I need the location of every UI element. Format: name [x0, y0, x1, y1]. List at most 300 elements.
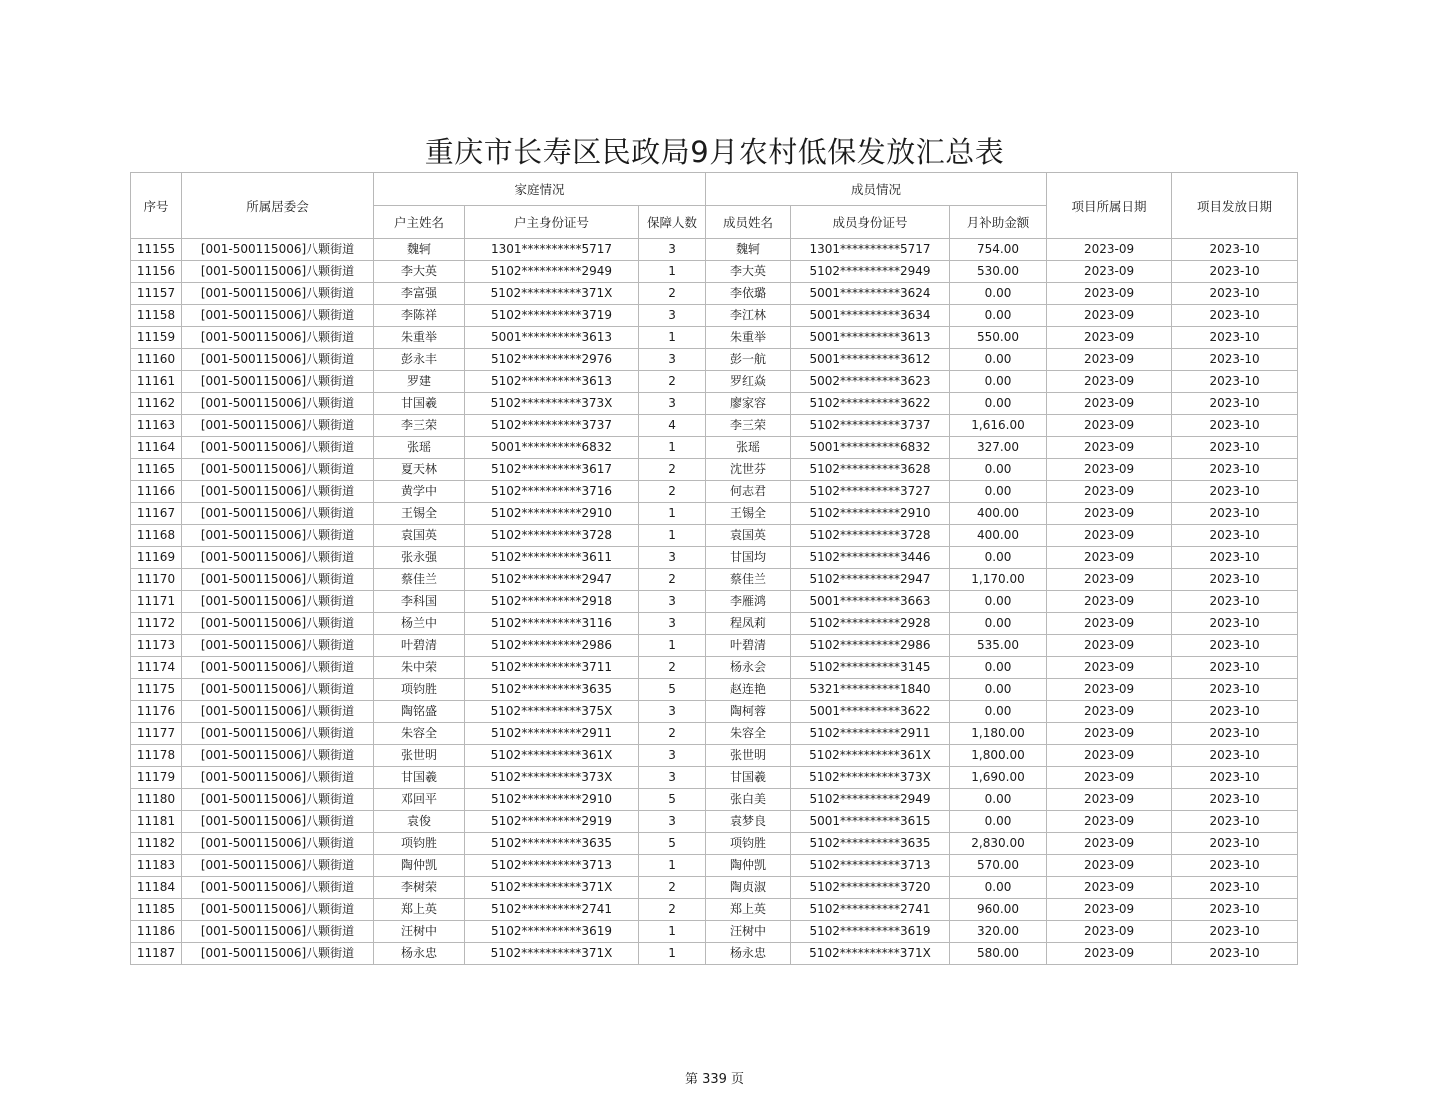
cell-persons: 5: [639, 789, 706, 811]
table-row: [131, 833, 1298, 855]
cell-persons: 3: [639, 349, 706, 371]
cell-member-name: 张世明: [706, 745, 791, 767]
cell-head-id: 5102**********3613: [465, 371, 639, 393]
cell-member-name: 彭一航: [706, 349, 791, 371]
cell-committee: [001-500115006]八颗街道: [182, 635, 374, 657]
cell-member-name: 蔡佳兰: [706, 569, 791, 591]
table-row: [131, 437, 1298, 459]
cell-release: 2023-10: [1172, 239, 1298, 261]
cell-committee: [001-500115006]八颗街道: [182, 525, 374, 547]
cell-head-id: 5102**********2986: [465, 635, 639, 657]
cell-member-name: 李大英: [706, 261, 791, 283]
cell-persons: 1: [639, 943, 706, 965]
cell-amount: 400.00: [950, 525, 1047, 547]
cell-seq: 11182: [131, 833, 182, 855]
cell-seq: 11184: [131, 877, 182, 899]
cell-member-id: 5001**********3613: [791, 327, 950, 349]
cell-head-id: 5102**********3728: [465, 525, 639, 547]
cell-committee: [001-500115006]八颗街道: [182, 327, 374, 349]
cell-head-id: 5102**********2911: [465, 723, 639, 745]
cell-persons: 3: [639, 305, 706, 327]
table-row: [131, 327, 1298, 349]
cell-period: 2023-09: [1047, 305, 1172, 327]
cell-amount: 327.00: [950, 437, 1047, 459]
cell-head-name: 黄学中: [374, 481, 465, 503]
cell-persons: 2: [639, 459, 706, 481]
cell-head-id: 5102**********2910: [465, 503, 639, 525]
cell-committee: [001-500115006]八颗街道: [182, 591, 374, 613]
cell-period: 2023-09: [1047, 701, 1172, 723]
cell-head-name: 夏天林: [374, 459, 465, 481]
cell-committee: [001-500115006]八颗街道: [182, 305, 374, 327]
table-header: [131, 173, 1298, 239]
cell-member-name: 甘国均: [706, 547, 791, 569]
cell-period: 2023-09: [1047, 415, 1172, 437]
cell-member-name: 袁国英: [706, 525, 791, 547]
table-row: [131, 371, 1298, 393]
cell-head-name: 李富强: [374, 283, 465, 305]
cell-member-id: 5102**********2928: [791, 613, 950, 635]
cell-head-name: 邓回平: [374, 789, 465, 811]
cell-head-id: 5102**********3635: [465, 679, 639, 701]
cell-committee: [001-500115006]八颗街道: [182, 371, 374, 393]
table-body: [131, 239, 1298, 965]
header-member-id: 成员身份证号: [791, 206, 950, 239]
cell-member-id: 5102**********2949: [791, 789, 950, 811]
cell-persons: 1: [639, 855, 706, 877]
cell-seq: 11178: [131, 745, 182, 767]
cell-committee: [001-500115006]八颗街道: [182, 877, 374, 899]
cell-release: 2023-10: [1172, 349, 1298, 371]
cell-member-name: 罗红焱: [706, 371, 791, 393]
cell-seq: 11167: [131, 503, 182, 525]
cell-committee: [001-500115006]八颗街道: [182, 833, 374, 855]
cell-amount: 0.00: [950, 811, 1047, 833]
cell-member-id: 5102**********2949: [791, 261, 950, 283]
table-row: [131, 393, 1298, 415]
cell-committee: [001-500115006]八颗街道: [182, 459, 374, 481]
cell-period: 2023-09: [1047, 393, 1172, 415]
cell-release: 2023-10: [1172, 877, 1298, 899]
cell-seq: 11159: [131, 327, 182, 349]
header-head-name: 户主姓名: [374, 206, 465, 239]
cell-head-name: 张世明: [374, 745, 465, 767]
cell-persons: 3: [639, 745, 706, 767]
page-title: 重庆市长寿区民政局9月农村低保发放汇总表: [424, 135, 1005, 169]
table-row: [131, 613, 1298, 635]
cell-member-id: 5001**********3615: [791, 811, 950, 833]
cell-member-id: 5102**********3628: [791, 459, 950, 481]
cell-head-name: 李大英: [374, 261, 465, 283]
cell-committee: [001-500115006]八颗街道: [182, 569, 374, 591]
cell-seq: 11162: [131, 393, 182, 415]
cell-committee: [001-500115006]八颗街道: [182, 481, 374, 503]
table-row: [131, 503, 1298, 525]
cell-seq: 11157: [131, 283, 182, 305]
cell-amount: 0.00: [950, 481, 1047, 503]
cell-persons: 3: [639, 591, 706, 613]
cell-head-name: 朱中荣: [374, 657, 465, 679]
cell-seq: 11171: [131, 591, 182, 613]
table-row: [131, 481, 1298, 503]
cell-head-id: 5102**********3737: [465, 415, 639, 437]
cell-period: 2023-09: [1047, 899, 1172, 921]
cell-amount: 400.00: [950, 503, 1047, 525]
cell-committee: [001-500115006]八颗街道: [182, 415, 374, 437]
header-release: 项目发放日期: [1172, 173, 1298, 239]
cell-head-id: 5102**********2919: [465, 811, 639, 833]
cell-seq: 11173: [131, 635, 182, 657]
cell-head-id: 5102**********3719: [465, 305, 639, 327]
cell-persons: 1: [639, 503, 706, 525]
table-row: [131, 547, 1298, 569]
cell-amount: 0.00: [950, 789, 1047, 811]
cell-committee: [001-500115006]八颗街道: [182, 899, 374, 921]
cell-release: 2023-10: [1172, 789, 1298, 811]
cell-member-name: 程凤莉: [706, 613, 791, 635]
cell-persons: 2: [639, 877, 706, 899]
cell-release: 2023-10: [1172, 899, 1298, 921]
cell-head-name: 魏轲: [374, 239, 465, 261]
cell-member-name: 魏轲: [706, 239, 791, 261]
cell-amount: 1,180.00: [950, 723, 1047, 745]
cell-period: 2023-09: [1047, 459, 1172, 481]
table-row: [131, 569, 1298, 591]
table-row: [131, 657, 1298, 679]
cell-seq: 11186: [131, 921, 182, 943]
table-row: [131, 679, 1298, 701]
cell-member-name: 李江林: [706, 305, 791, 327]
cell-seq: 11160: [131, 349, 182, 371]
cell-amount: 0.00: [950, 371, 1047, 393]
cell-persons: 1: [639, 437, 706, 459]
cell-head-id: 5001**********3613: [465, 327, 639, 349]
cell-head-name: 李科国: [374, 591, 465, 613]
cell-period: 2023-09: [1047, 855, 1172, 877]
cell-committee: [001-500115006]八颗街道: [182, 503, 374, 525]
cell-head-name: 杨永忠: [374, 943, 465, 965]
cell-member-id: 5102**********3446: [791, 547, 950, 569]
cell-amount: 960.00: [950, 899, 1047, 921]
cell-member-id: 5102**********2947: [791, 569, 950, 591]
cell-persons: 5: [639, 679, 706, 701]
cell-committee: [001-500115006]八颗街道: [182, 239, 374, 261]
cell-head-id: 5102**********2741: [465, 899, 639, 921]
cell-head-id: 5102**********373X: [465, 393, 639, 415]
cell-member-name: 叶碧清: [706, 635, 791, 657]
cell-head-id: 5102**********3619: [465, 921, 639, 943]
cell-committee: [001-500115006]八颗街道: [182, 613, 374, 635]
cell-committee: [001-500115006]八颗街道: [182, 701, 374, 723]
cell-head-name: 朱容全: [374, 723, 465, 745]
cell-seq: 11179: [131, 767, 182, 789]
cell-amount: 570.00: [950, 855, 1047, 877]
cell-seq: 11175: [131, 679, 182, 701]
cell-member-name: 郑上英: [706, 899, 791, 921]
cell-persons: 2: [639, 371, 706, 393]
cell-persons: 2: [639, 657, 706, 679]
cell-committee: [001-500115006]八颗街道: [182, 943, 374, 965]
table-row: [131, 701, 1298, 723]
cell-member-id: 5102**********373X: [791, 767, 950, 789]
cell-amount: 0.00: [950, 459, 1047, 481]
cell-persons: 3: [639, 811, 706, 833]
cell-head-name: 张瑶: [374, 437, 465, 459]
cell-amount: 1,690.00: [950, 767, 1047, 789]
cell-committee: [001-500115006]八颗街道: [182, 811, 374, 833]
cell-release: 2023-10: [1172, 921, 1298, 943]
cell-committee: [001-500115006]八颗街道: [182, 657, 374, 679]
cell-period: 2023-09: [1047, 657, 1172, 679]
cell-amount: 550.00: [950, 327, 1047, 349]
cell-head-name: 陶铭盛: [374, 701, 465, 723]
cell-release: 2023-10: [1172, 437, 1298, 459]
cell-period: 2023-09: [1047, 723, 1172, 745]
cell-release: 2023-10: [1172, 459, 1298, 481]
cell-release: 2023-10: [1172, 569, 1298, 591]
cell-period: 2023-09: [1047, 921, 1172, 943]
cell-release: 2023-10: [1172, 657, 1298, 679]
cell-persons: 3: [639, 767, 706, 789]
cell-member-name: 张瑶: [706, 437, 791, 459]
cell-amount: 0.00: [950, 613, 1047, 635]
cell-head-name: 项钧胜: [374, 679, 465, 701]
cell-head-name: 甘国羲: [374, 767, 465, 789]
cell-head-name: 叶碧清: [374, 635, 465, 657]
cell-member-id: 5001**********3612: [791, 349, 950, 371]
cell-release: 2023-10: [1172, 261, 1298, 283]
cell-member-name: 朱容全: [706, 723, 791, 745]
cell-member-id: 5102**********3713: [791, 855, 950, 877]
table-row: [131, 855, 1298, 877]
cell-head-name: 罗建: [374, 371, 465, 393]
cell-period: 2023-09: [1047, 679, 1172, 701]
table-row: [131, 459, 1298, 481]
cell-release: 2023-10: [1172, 327, 1298, 349]
cell-member-name: 陶仲凯: [706, 855, 791, 877]
cell-seq: 11166: [131, 481, 182, 503]
table-row: [131, 723, 1298, 745]
cell-amount: 535.00: [950, 635, 1047, 657]
cell-member-name: 杨永忠: [706, 943, 791, 965]
cell-member-name: 何志君: [706, 481, 791, 503]
cell-persons: 1: [639, 921, 706, 943]
cell-member-name: 沈世芬: [706, 459, 791, 481]
cell-seq: 11165: [131, 459, 182, 481]
cell-seq: 11164: [131, 437, 182, 459]
cell-persons: 1: [639, 327, 706, 349]
cell-release: 2023-10: [1172, 855, 1298, 877]
table-row: [131, 261, 1298, 283]
cell-head-name: 袁俊: [374, 811, 465, 833]
cell-period: 2023-09: [1047, 613, 1172, 635]
cell-head-name: 李三荣: [374, 415, 465, 437]
table-row: [131, 525, 1298, 547]
table-row: [131, 591, 1298, 613]
cell-committee: [001-500115006]八颗街道: [182, 437, 374, 459]
header-family-group: 家庭情况: [374, 173, 706, 206]
cell-amount: 754.00: [950, 239, 1047, 261]
cell-member-id: 5102**********3635: [791, 833, 950, 855]
cell-release: 2023-10: [1172, 525, 1298, 547]
cell-member-id: 5102**********2910: [791, 503, 950, 525]
cell-period: 2023-09: [1047, 525, 1172, 547]
cell-amount: 0.00: [950, 657, 1047, 679]
cell-head-name: 蔡佳兰: [374, 569, 465, 591]
cell-head-id: 5102**********371X: [465, 877, 639, 899]
cell-release: 2023-10: [1172, 393, 1298, 415]
table-row: [131, 349, 1298, 371]
cell-member-id: 5321**********1840: [791, 679, 950, 701]
cell-seq: 11177: [131, 723, 182, 745]
cell-period: 2023-09: [1047, 503, 1172, 525]
cell-head-name: 杨兰中: [374, 613, 465, 635]
cell-release: 2023-10: [1172, 811, 1298, 833]
cell-member-name: 陶贞淑: [706, 877, 791, 899]
cell-head-id: 5102**********3617: [465, 459, 639, 481]
cell-seq: 11172: [131, 613, 182, 635]
cell-release: 2023-10: [1172, 415, 1298, 437]
cell-release: 2023-10: [1172, 767, 1298, 789]
cell-committee: [001-500115006]八颗街道: [182, 547, 374, 569]
cell-committee: [001-500115006]八颗街道: [182, 767, 374, 789]
cell-persons: 2: [639, 283, 706, 305]
cell-head-id: 1301**********5717: [465, 239, 639, 261]
cell-member-id: 5001**********3663: [791, 591, 950, 613]
cell-period: 2023-09: [1047, 327, 1172, 349]
cell-member-id: 1301**********5717: [791, 239, 950, 261]
cell-member-name: 甘国羲: [706, 767, 791, 789]
cell-persons: 3: [639, 239, 706, 261]
cell-head-id: 5102**********361X: [465, 745, 639, 767]
cell-head-id: 5102**********3711: [465, 657, 639, 679]
table-row: [131, 745, 1298, 767]
cell-member-id: 5102**********2741: [791, 899, 950, 921]
cell-head-name: 袁国英: [374, 525, 465, 547]
cell-period: 2023-09: [1047, 349, 1172, 371]
cell-seq: 11158: [131, 305, 182, 327]
cell-period: 2023-09: [1047, 789, 1172, 811]
cell-release: 2023-10: [1172, 943, 1298, 965]
cell-period: 2023-09: [1047, 437, 1172, 459]
cell-seq: 11174: [131, 657, 182, 679]
cell-head-id: 5102**********2910: [465, 789, 639, 811]
cell-member-name: 李雁鸿: [706, 591, 791, 613]
cell-member-id: 5102**********2911: [791, 723, 950, 745]
cell-committee: [001-500115006]八颗街道: [182, 679, 374, 701]
cell-member-name: 汪树中: [706, 921, 791, 943]
table-row: [131, 239, 1298, 261]
cell-release: 2023-10: [1172, 283, 1298, 305]
header-head-id: 户主身份证号: [465, 206, 639, 239]
cell-amount: 2,830.00: [950, 833, 1047, 855]
cell-period: 2023-09: [1047, 239, 1172, 261]
cell-release: 2023-10: [1172, 723, 1298, 745]
cell-member-name: 廖家容: [706, 393, 791, 415]
cell-head-id: 5102**********373X: [465, 767, 639, 789]
table-row: [131, 943, 1298, 965]
cell-amount: 0.00: [950, 283, 1047, 305]
cell-member-name: 陶柯蓉: [706, 701, 791, 723]
cell-amount: 0.00: [950, 393, 1047, 415]
cell-seq: 11170: [131, 569, 182, 591]
cell-amount: 0.00: [950, 349, 1047, 371]
cell-member-name: 张白美: [706, 789, 791, 811]
cell-amount: 0.00: [950, 679, 1047, 701]
cell-persons: 1: [639, 525, 706, 547]
cell-committee: [001-500115006]八颗街道: [182, 723, 374, 745]
cell-seq: 11181: [131, 811, 182, 833]
cell-member-id: 5102**********2986: [791, 635, 950, 657]
cell-member-id: 5102**********3622: [791, 393, 950, 415]
cell-member-id: 5102**********3720: [791, 877, 950, 899]
cell-committee: [001-500115006]八颗街道: [182, 855, 374, 877]
cell-head-id: 5001**********6832: [465, 437, 639, 459]
cell-period: 2023-09: [1047, 481, 1172, 503]
cell-seq: 11183: [131, 855, 182, 877]
cell-seq: 11161: [131, 371, 182, 393]
table-row: [131, 899, 1298, 921]
cell-head-name: 郑上英: [374, 899, 465, 921]
cell-persons: 2: [639, 569, 706, 591]
cell-release: 2023-10: [1172, 679, 1298, 701]
cell-amount: 1,616.00: [950, 415, 1047, 437]
cell-persons: 2: [639, 481, 706, 503]
cell-head-id: 5102**********2976: [465, 349, 639, 371]
cell-member-id: 5102**********3728: [791, 525, 950, 547]
cell-amount: 1,800.00: [950, 745, 1047, 767]
cell-head-id: 5102**********3716: [465, 481, 639, 503]
header-amount: 月补助金额: [950, 206, 1047, 239]
cell-amount: 1,170.00: [950, 569, 1047, 591]
cell-committee: [001-500115006]八颗街道: [182, 921, 374, 943]
cell-release: 2023-10: [1172, 745, 1298, 767]
cell-head-id: 5102**********3713: [465, 855, 639, 877]
cell-period: 2023-09: [1047, 261, 1172, 283]
cell-head-id: 5102**********3611: [465, 547, 639, 569]
cell-head-id: 5102**********375X: [465, 701, 639, 723]
cell-amount: 0.00: [950, 701, 1047, 723]
cell-member-id: 5102**********371X: [791, 943, 950, 965]
cell-member-id: 5001**********3624: [791, 283, 950, 305]
cell-period: 2023-09: [1047, 943, 1172, 965]
cell-member-name: 李三荣: [706, 415, 791, 437]
cell-period: 2023-09: [1047, 591, 1172, 613]
cell-head-id: 5102**********2949: [465, 261, 639, 283]
header-period: 项目所属日期: [1047, 173, 1172, 239]
table-row: [131, 283, 1298, 305]
cell-member-id: 5102**********3727: [791, 481, 950, 503]
cell-release: 2023-10: [1172, 833, 1298, 855]
cell-amount: 320.00: [950, 921, 1047, 943]
cell-release: 2023-10: [1172, 613, 1298, 635]
cell-head-name: 李陈祥: [374, 305, 465, 327]
cell-member-id: 5001**********3622: [791, 701, 950, 723]
cell-member-name: 李依璐: [706, 283, 791, 305]
cell-persons: 1: [639, 635, 706, 657]
cell-period: 2023-09: [1047, 767, 1172, 789]
cell-persons: 5: [639, 833, 706, 855]
cell-seq: 11168: [131, 525, 182, 547]
cell-persons: 4: [639, 415, 706, 437]
cell-member-id: 5001**********3634: [791, 305, 950, 327]
cell-seq: 11185: [131, 899, 182, 921]
cell-period: 2023-09: [1047, 833, 1172, 855]
cell-member-name: 项钧胜: [706, 833, 791, 855]
allowance-table: [130, 172, 1298, 965]
cell-release: 2023-10: [1172, 701, 1298, 723]
cell-seq: 11180: [131, 789, 182, 811]
